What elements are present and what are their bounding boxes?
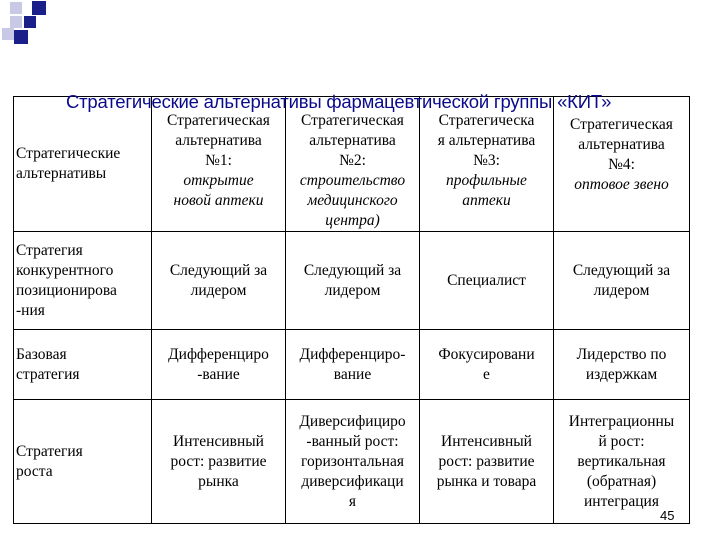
cell-text: открытие <box>183 172 254 189</box>
table-cell <box>286 330 420 400</box>
cell-text: -ванный рост: <box>306 432 399 450</box>
deco-square <box>32 1 46 15</box>
cell-text: вертикальная <box>577 452 666 470</box>
cell-text: Стратегическая <box>301 112 404 129</box>
deco-square <box>2 28 14 40</box>
table-cell <box>420 400 554 524</box>
cell-text: лидером <box>190 281 247 299</box>
cell-text: позиционирова <box>16 281 117 299</box>
header-alternative-4 <box>554 97 690 232</box>
table-cell <box>286 232 420 330</box>
cell-text: Дифференциро- <box>299 345 406 363</box>
cell-text: Диверсифициро <box>299 412 406 430</box>
table-cell <box>152 232 286 330</box>
cell-text: центра) <box>325 212 380 229</box>
cell-text: горизонтальная <box>301 452 404 470</box>
cell-text: Специалист <box>447 271 526 289</box>
cell-text: я альтернатива <box>437 132 536 149</box>
table-cell <box>152 400 286 524</box>
cell-text: Интенсивный <box>441 432 532 450</box>
cell-text: медицинского <box>307 192 398 209</box>
table-cell <box>554 330 690 400</box>
row-label-cell <box>14 232 152 330</box>
cell-text: Интеграционны <box>568 412 675 430</box>
cell-text: Интенсивный <box>173 432 264 450</box>
cell-text: Дифференциро <box>168 345 269 363</box>
table-header-row <box>14 97 690 232</box>
page-number: 45 <box>660 508 675 523</box>
cell-text: лидером <box>324 281 381 299</box>
cell-text: роста <box>16 462 53 480</box>
header-alternative-1 <box>152 97 286 232</box>
cell-text: оптовое звено <box>574 176 669 193</box>
strategy-table <box>13 96 690 524</box>
cell-text: конкурентного <box>16 261 114 279</box>
header-alternative-3 <box>420 97 554 232</box>
cell-text: -ния <box>16 301 45 319</box>
cell-text: Лидерство по <box>576 345 667 363</box>
cell-text: Следующий за <box>303 261 402 279</box>
deco-square <box>14 30 28 44</box>
cell-text: стратегия <box>16 365 80 383</box>
cell-text: вание <box>333 365 372 383</box>
cell-text: рост: развитие <box>170 452 267 470</box>
cell-text: профильные <box>446 172 527 189</box>
table-cell <box>286 400 420 524</box>
cell-text: интеграция <box>584 492 659 510</box>
cell-text: лидером <box>593 281 650 299</box>
cell-text: Следующий за <box>169 261 268 279</box>
header-label-cell <box>14 97 152 232</box>
cell-text: строительство <box>299 172 406 189</box>
cell-text: Стратегическая <box>167 112 270 129</box>
cell-text: альтернатива <box>578 136 665 153</box>
cell-text: рынка <box>198 472 239 490</box>
cell-text: альтернатива <box>175 132 262 149</box>
cell-text: №3: <box>473 152 500 169</box>
table-row <box>14 232 690 330</box>
cell-text: издержкам <box>585 365 658 383</box>
cell-text: рост: развитие <box>438 452 535 470</box>
cell-text: альтернативы <box>16 165 107 182</box>
cell-text: я <box>348 492 357 510</box>
cell-text: Стратегия <box>16 442 83 460</box>
cell-text: Стратегия <box>16 241 83 259</box>
cell-text: -вание <box>197 365 240 383</box>
cell-text: е <box>483 365 490 383</box>
cell-text: рынка и товара <box>436 472 537 490</box>
cell-text: №4: <box>608 156 635 173</box>
table-cell <box>554 400 690 524</box>
cell-text: новой аптеки <box>173 192 264 209</box>
cell-text: альтернатива <box>309 132 396 149</box>
table-row <box>14 400 690 524</box>
cell-text: Фокусировани <box>438 345 535 363</box>
cell-text: Базовая <box>16 345 67 363</box>
row-label-cell <box>14 400 152 524</box>
row-label-cell <box>14 330 152 400</box>
deco-square <box>24 16 36 28</box>
cell-text: (обратная) <box>586 472 657 490</box>
cell-text: Следующий за <box>572 261 671 279</box>
header-alternative-2 <box>286 97 420 232</box>
cell-text: Стратегические <box>16 145 121 162</box>
table-row <box>14 330 690 400</box>
deco-square <box>10 16 22 28</box>
cell-text: №1: <box>205 152 232 169</box>
deco-square <box>10 2 22 14</box>
cell-text: №2: <box>339 152 366 169</box>
cell-text: аптеки <box>462 192 511 209</box>
cell-text: й рост: <box>598 432 645 450</box>
cell-text: Стратегическа <box>438 112 535 129</box>
slide-title: Стратегические альтернативы фармацевтической группы «КИТ» <box>66 91 612 112</box>
cell-text: диверсификаци <box>301 472 404 490</box>
cell-text: Стратегическая <box>570 116 673 133</box>
table-cell <box>554 232 690 330</box>
table-cell <box>420 330 554 400</box>
table-cell <box>152 330 286 400</box>
table-cell <box>420 232 554 330</box>
